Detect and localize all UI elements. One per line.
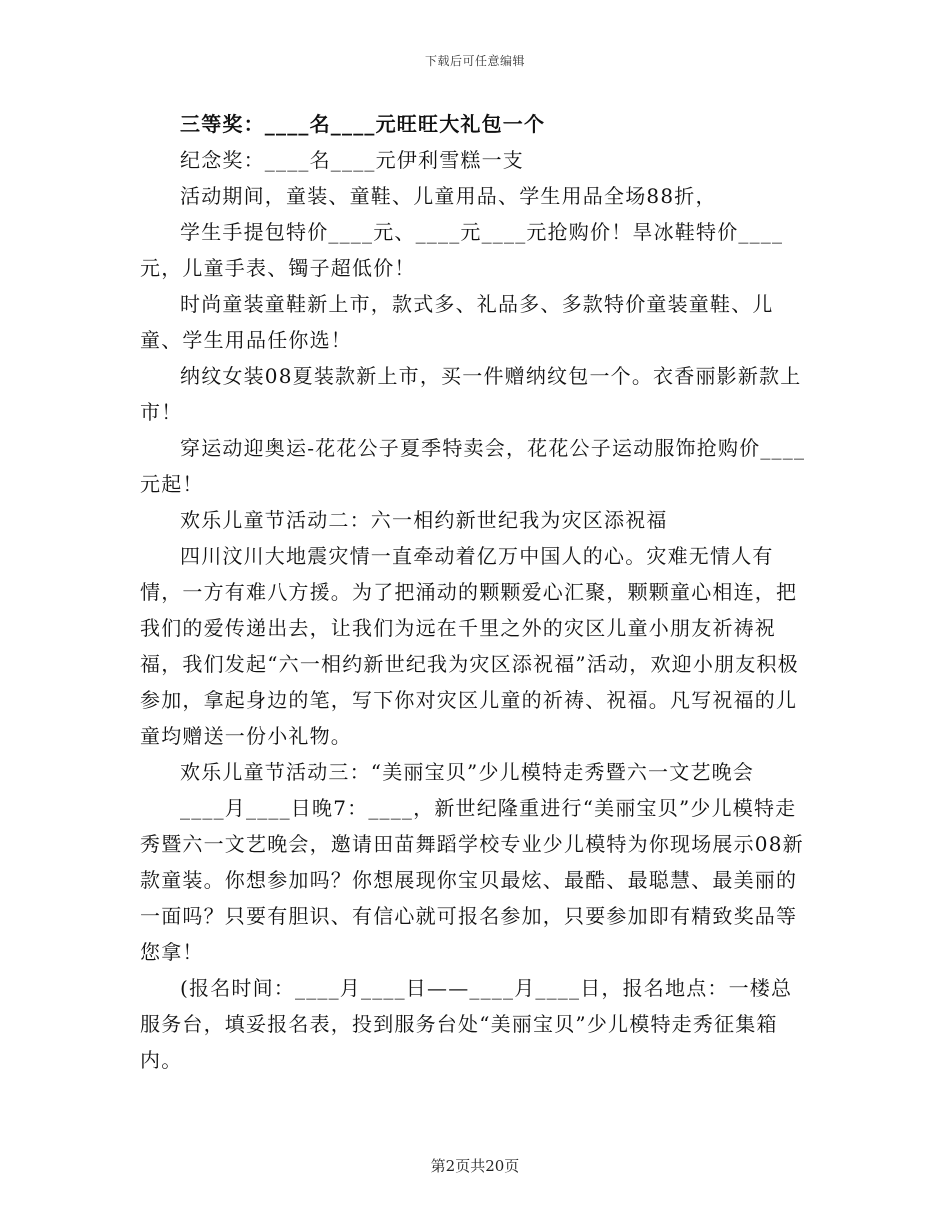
special-price-paragraph: 学生手提包特价____元、____元____元抢购价！旱冰鞋特价____元，儿童手表、镯子超低价！ xyxy=(140,220,784,280)
activity-two-body: 四川汶川大地震灾情一直牵动着亿万中国人的心。灾难无情人有情，一方有难八方援。为了把涌动的颗颗爱心汇聚，颗颗童心相连，把我们的爱传递出去，让我们为远在千里之外的灾区儿童小朋友祈祷祝福，我们发起“六一相约新世纪我为灾区添祝福”活动，欢迎小朋友积极参加，拿起身边的笔，写下你对灾区儿童的祈祷、祝福。凡写祝福的儿童均赠送一份小礼物。 xyxy=(140,544,799,748)
womens-wear-paragraph: 纳纹女装08夏装款新上市，买一件赠纳纹包一个。衣香丽影新款上市！ xyxy=(140,364,802,424)
registration-paragraph: (报名时间：____月____日——____月____日，报名地点：一楼总服务台，填妥报名表，投到服务台处“美丽宝贝”少儿模特走秀征集箱内。 xyxy=(140,976,793,1072)
document-body xyxy=(140,106,810,1078)
activity-three-body: ____月____日晚7：____，新世纪隆重进行“美丽宝贝”少儿模特走秀暨六一文艺晚会，邀请田苗舞蹈学校专业少儿模特为你现场展示08新款童装。你想参加吗？你想展现你宝贝最炫、最酷、最聪慧、最美丽的一面吗？只要有胆识、有信心就可报名参加，只要参加即有精致奖品等您拿！ xyxy=(140,796,804,964)
page-number: 第2页共20页 xyxy=(430,1157,520,1175)
sportswear-paragraph: 穿运动迎奥运-花花公子夏季特卖会，花花公子运动服饰抢购价____元起！ xyxy=(140,436,806,496)
new-arrivals-paragraph: 时尚童装童鞋新上市，款式多、礼品多、多款特价童装童鞋、儿童、学生用品任你选！ xyxy=(140,292,774,352)
prize-commemorative-line: 纪念奖：____名____元伊利雪糕一支 xyxy=(180,148,524,172)
prize-third-line: 三等奖：____名____元旺旺大礼包一个 xyxy=(180,112,546,136)
page-header: 下载后可任意编辑 xyxy=(424,54,525,68)
discount-paragraph: 活动期间，童装、童鞋、儿童用品、学生用品全场88折， xyxy=(180,184,717,208)
activity-two-heading: 欢乐儿童节活动二：六一相约新世纪我为灾区添祝福 xyxy=(180,508,668,532)
activity-three-heading: 欢乐儿童节活动三：“美丽宝贝”少儿模特走秀暨六一文艺晚会 xyxy=(180,760,755,784)
